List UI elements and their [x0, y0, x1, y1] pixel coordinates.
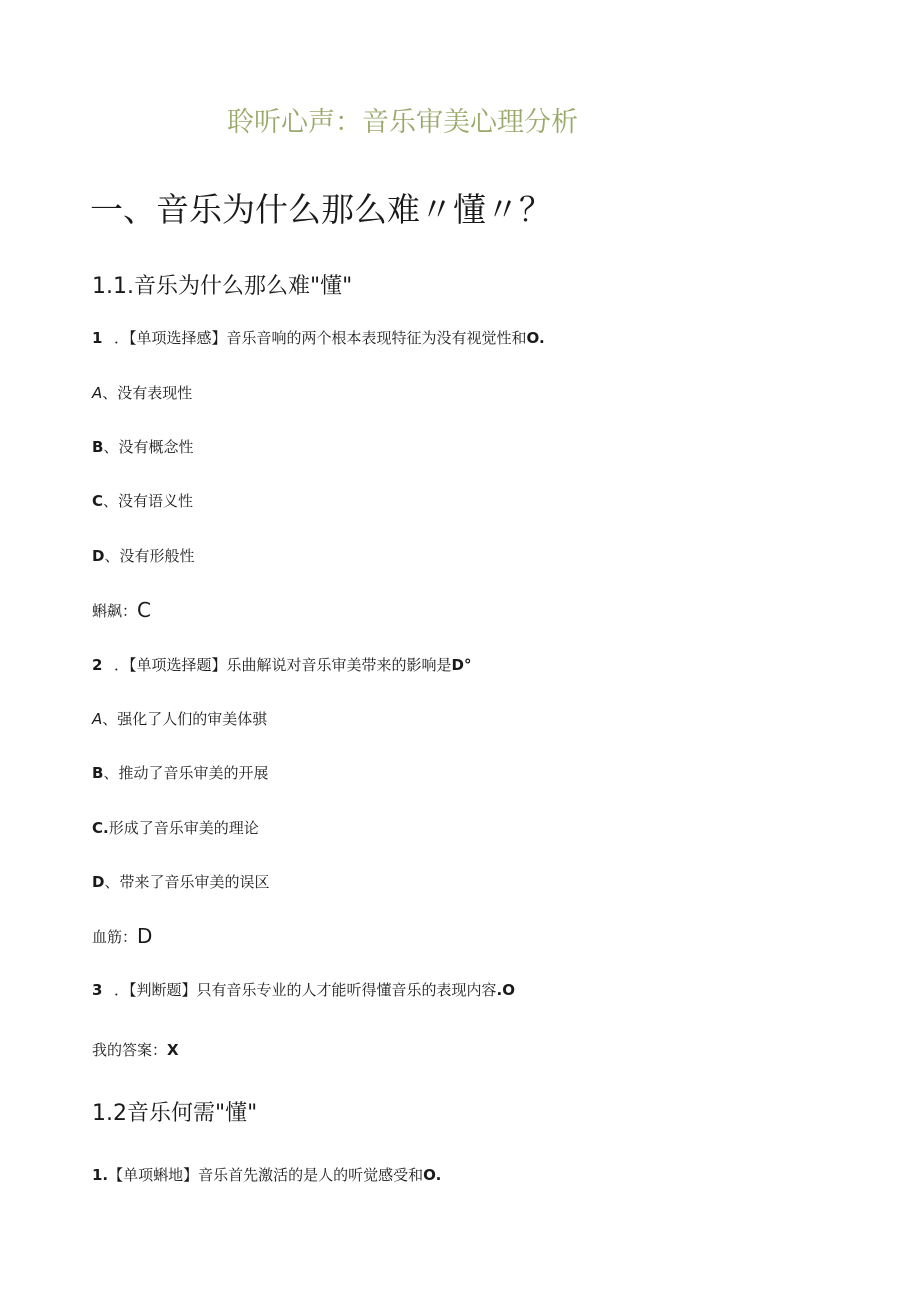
answer-value: X	[167, 1041, 179, 1059]
question-text: ．【判断题】只有音乐专业的人才能听得懂音乐的表现内容	[114, 981, 497, 999]
question-2	[92, 654, 471, 675]
question-number: 1	[92, 329, 103, 347]
question-number: 3	[92, 981, 103, 999]
option-c	[92, 490, 193, 511]
option-letter: B	[92, 438, 104, 456]
option-sep: .	[103, 819, 109, 837]
question-text: ．【单项选择感】音乐音响的两个根本表现特征为没有视觉性和	[114, 329, 527, 347]
question-tail: D°	[451, 656, 472, 674]
option-sep: 、	[104, 547, 120, 565]
option-sep: 、	[102, 710, 118, 728]
question-number: 1.	[92, 1166, 109, 1184]
option-a	[92, 382, 192, 403]
option-b	[92, 436, 193, 457]
option-text: 没有形般性	[119, 547, 195, 565]
option-d	[92, 545, 194, 566]
answer-3	[92, 1039, 179, 1060]
question-1	[92, 327, 545, 348]
question-number: 2	[92, 656, 103, 674]
section-heading-1-2: 1.2音乐何需"懂"	[92, 1101, 258, 1126]
option-sep: 、	[103, 438, 119, 456]
option-letter: C	[92, 819, 104, 837]
document-title: 聆听心声：音乐审美心理分析	[227, 107, 578, 138]
option-letter: D	[92, 547, 105, 565]
option-text: 没有概念性	[118, 438, 194, 456]
answer-value: C	[137, 598, 151, 622]
answer-1	[92, 597, 151, 621]
question-3	[92, 979, 515, 1000]
option-text: 形成了音乐审美的理论	[108, 819, 259, 837]
question-tail: O.	[423, 1166, 442, 1184]
option-a	[92, 708, 267, 729]
option-letter: D	[92, 873, 105, 891]
answer-label: 我的答案：	[92, 1041, 168, 1059]
option-letter: A	[92, 710, 103, 728]
question-text: ．【单项选择题】乐曲解说对音乐审美带来的影响是	[114, 656, 452, 674]
option-letter: B	[92, 764, 104, 782]
option-b	[92, 762, 268, 783]
option-letter: A	[92, 384, 103, 402]
option-sep: 、	[104, 873, 120, 891]
option-text: 带来了音乐审美的误区	[119, 873, 270, 891]
option-text: 推动了音乐审美的开展	[118, 764, 269, 782]
option-letter: C	[92, 492, 104, 510]
question-tail: .O	[496, 981, 515, 999]
question-tail: O.	[526, 329, 545, 347]
question-text: 【单项蝌地】音乐首先激活的是人的听觉感受和	[108, 1166, 424, 1184]
option-sep: 、	[103, 764, 119, 782]
option-text: 强化了人们的审美体骐	[117, 710, 268, 728]
option-sep: 、	[103, 492, 119, 510]
section-heading-1-1: 1.1.音乐为什么那么难"懂"	[92, 274, 353, 299]
option-d	[92, 871, 269, 892]
answer-value: D	[137, 924, 153, 948]
chapter-heading: 一、音乐为什么那么难〃懂〃？	[90, 190, 552, 229]
option-sep: 、	[102, 384, 118, 402]
option-text: 没有表现性	[117, 384, 193, 402]
option-c	[92, 817, 259, 838]
answer-2	[92, 923, 152, 947]
option-text: 没有语义性	[118, 492, 194, 510]
answer-label: 血筋：	[92, 928, 138, 946]
answer-label: 蝌飙：	[92, 602, 138, 620]
question-1	[92, 1164, 441, 1185]
